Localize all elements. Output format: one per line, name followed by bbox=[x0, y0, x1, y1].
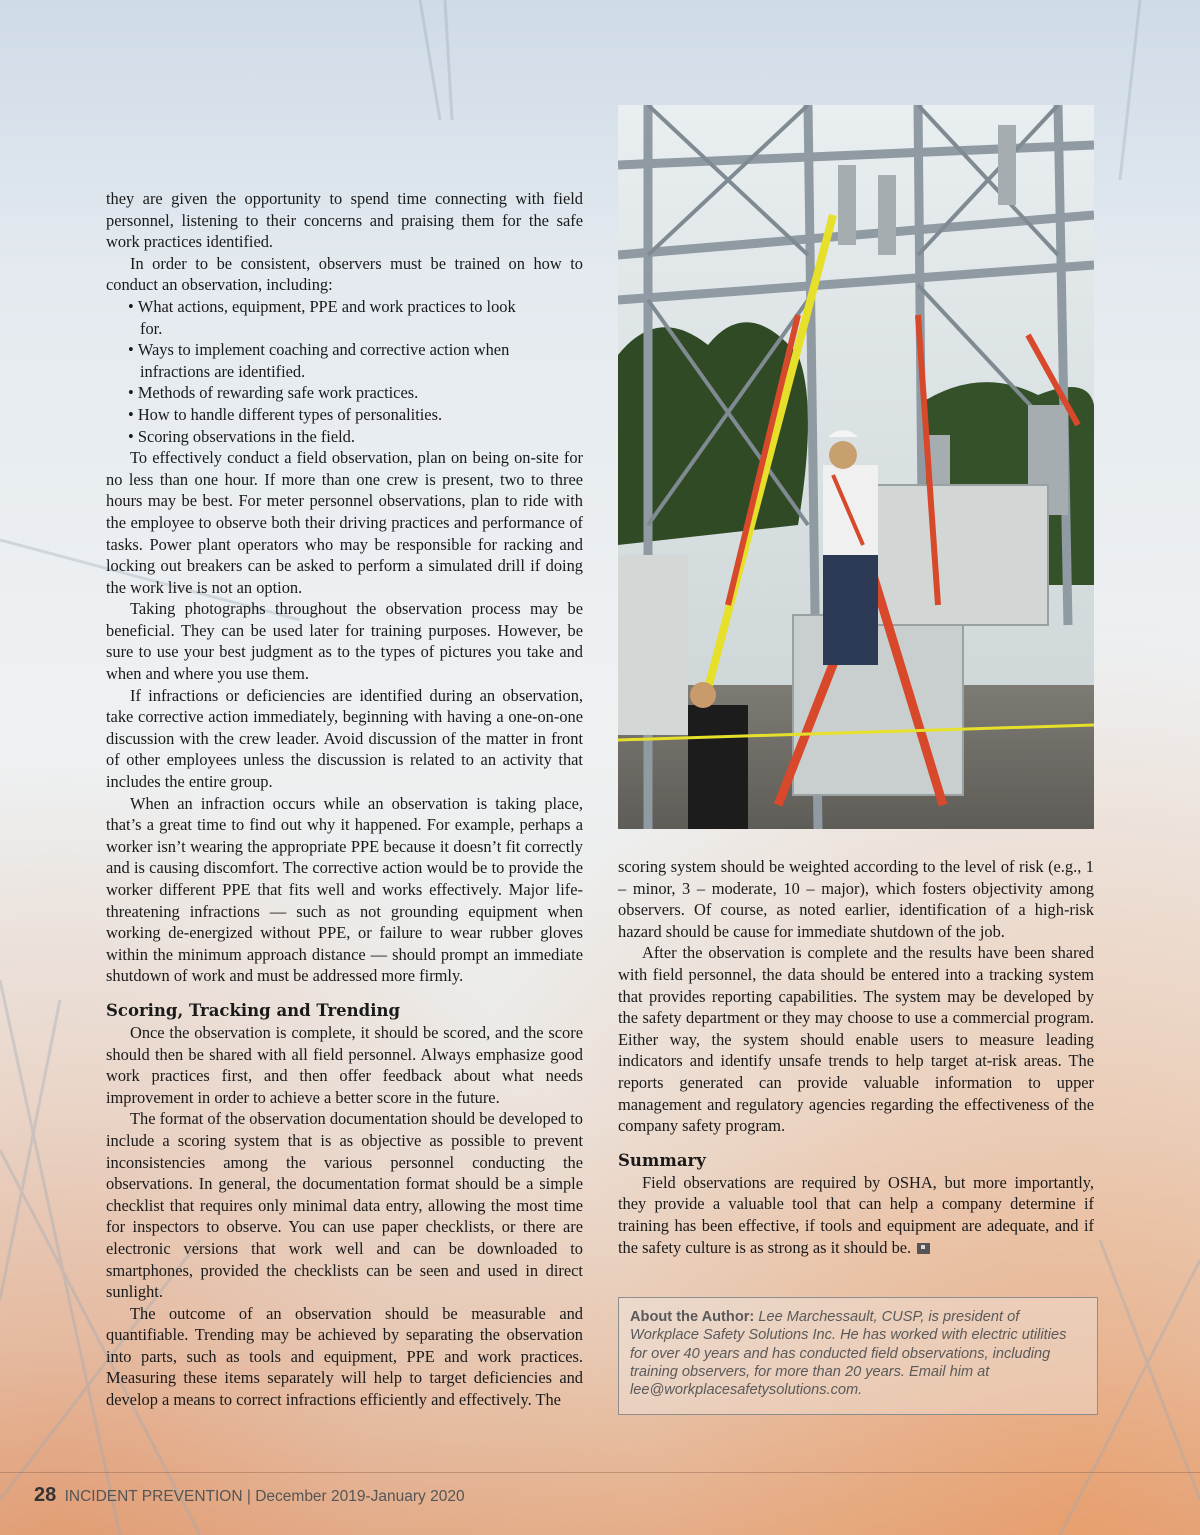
section-heading-summary: Summary bbox=[618, 1150, 706, 1170]
page-number: 28 bbox=[34, 1484, 57, 1506]
left-column bbox=[106, 188, 583, 1411]
author-label: About the Author: bbox=[630, 1309, 755, 1325]
publication-name: INCIDENT PREVENTION bbox=[64, 1488, 243, 1505]
end-mark-icon bbox=[917, 1243, 930, 1254]
paragraph: scoring system should be weighted according to the level of risk (e.g., 1 – minor, 3 – moderate, 10 – major), which fosters objectivity among observers. Of course, as noted earlier, identification of a high-risk hazard should be cause for immediate shutdown of the job. bbox=[618, 857, 1094, 941]
list-item: • Ways to implement coaching and corrective action when infractions are identified. bbox=[128, 339, 523, 382]
issue-date: December 2019-January 2020 bbox=[255, 1488, 465, 1505]
list-item: • What actions, equipment, PPE and work practices to look for. bbox=[128, 296, 523, 339]
author-bio: Lee Marchessault, CUSP, is president of Workplace Safety Solutions Inc. He has worked with electric utilities for over 40 years and has conducted field observations, including training observers, for more than 20 years. Email him at lee@workplacesafetysolutions.com. bbox=[630, 1309, 1067, 1399]
paragraph bbox=[618, 1172, 1094, 1258]
paragraph: Once the observation is complete, it should be scored, and the score should then be shared with all field personnel. Always emphasize good work practices first, and then offer feedback about what needs improvement in order to achieve a better score in the future. bbox=[106, 1022, 583, 1107]
page-footer bbox=[34, 1484, 465, 1507]
list-item: • Methods of rewarding safe work practices. bbox=[128, 382, 523, 404]
footer-divider bbox=[0, 1472, 1200, 1473]
section-heading-scoring: Scoring, Tracking and Trending bbox=[106, 1000, 401, 1020]
paragraph: The format of the observation documentation should be developed to include a scoring system that is as objective as possible to prevent inconsistencies among the various personnel conducting the observations. In general, the documentation format should be a simple checklist that requires only minimal data entry, allowing the most time for inspectors to observe. You can use paper checklists, or there are electronic versions that work well and can be downloaded to smartphones, provided the checklists can be seen and used in direct sunlight. bbox=[106, 1109, 583, 1302]
training-list bbox=[106, 296, 583, 447]
paragraph: To effectively conduct a field observation, plan on being on-site for no less than one hour. If more than one crew is present, two to three hours may be best. For meter personnel observations, plan to ride with the employee to observe both their driving practices and performance of tasks. Power plant operators who may be responsible for racking and locking out breakers can be asked to perform a simulated drill if doing the work live is not an option. bbox=[106, 448, 583, 597]
list-item: • How to handle different types of personalities. bbox=[128, 404, 523, 426]
about-author-box bbox=[618, 1297, 1098, 1415]
footer-separator: | bbox=[246, 1488, 251, 1505]
paragraph: If infractions or deficiencies are identified during an observation, take corrective action immediately, beginning with having a one-on-one discussion with the crew leader. Avoid discussion of the matter in front of other employees unless the discussion is related to an activity that includes the entire group. bbox=[106, 685, 583, 792]
list-item: • Scoring observations in the field. bbox=[128, 426, 523, 448]
paragraph: After the observation is complete and the results have been shared with field personnel, the data should be entered into a tracking system that provides reporting capabilities. The system may be developed by the safety department or they may choose to use a commercial program. Either way, the system should enable users to measure leading indicators and identify unsafe trends to help target at-risk areas. The reports generated can provide valuable information to upper management and regulatory agencies regarding the effectiveness of the company safety program. bbox=[618, 943, 1094, 1136]
paragraph: The outcome of an observation should be measurable and quantifiable. Trending may be achieved by separating the observation into parts, such as tools and equipment, PPE and work practices. Measuring these items separately will help to target deficiencies and develop a means to correct infractions efficiently and effectively. The bbox=[106, 1303, 583, 1410]
paragraph: When an infraction occurs while an observation is taking place, that’s a great time to find out why it happened. For example, perhaps a worker isn’t wearing the appropriate PPE because it doesn’t fit correctly and is causing discomfort. The corrective action would be to provide the worker different PPE that fits well and works effectively. Major life-threatening infractions — such as not grounding equipment when working de-energized without PPE, or failure to wear rubber gloves within the minimum approach distance — should prompt an immediate shutdown of work and must be addressed more firmly. bbox=[106, 793, 583, 986]
paragraph: In order to be consistent, observers must be trained on how to conduct an observation, including: bbox=[106, 253, 583, 295]
right-column bbox=[618, 856, 1094, 1258]
substation-photo bbox=[618, 105, 1094, 829]
substation-photo-illustration bbox=[618, 105, 1094, 829]
summary-text: Field observations are required by OSHA, but more importantly, they provide a valuable tool that can help a company determine if training has been effective, if tools and equipment are adequate, and if the safety culture is as strong as it should be. bbox=[618, 1172, 1094, 1257]
paragraph: Taking photographs throughout the observation process may be beneficial. They can be used later for training purposes. However, be sure to use your best judgment as to the types of pictures you take and when and where you use them. bbox=[106, 599, 583, 684]
paragraph: they are given the opportunity to spend time connecting with field personnel, listening to their concerns and praising them for the safe work practices identified. bbox=[106, 189, 583, 252]
